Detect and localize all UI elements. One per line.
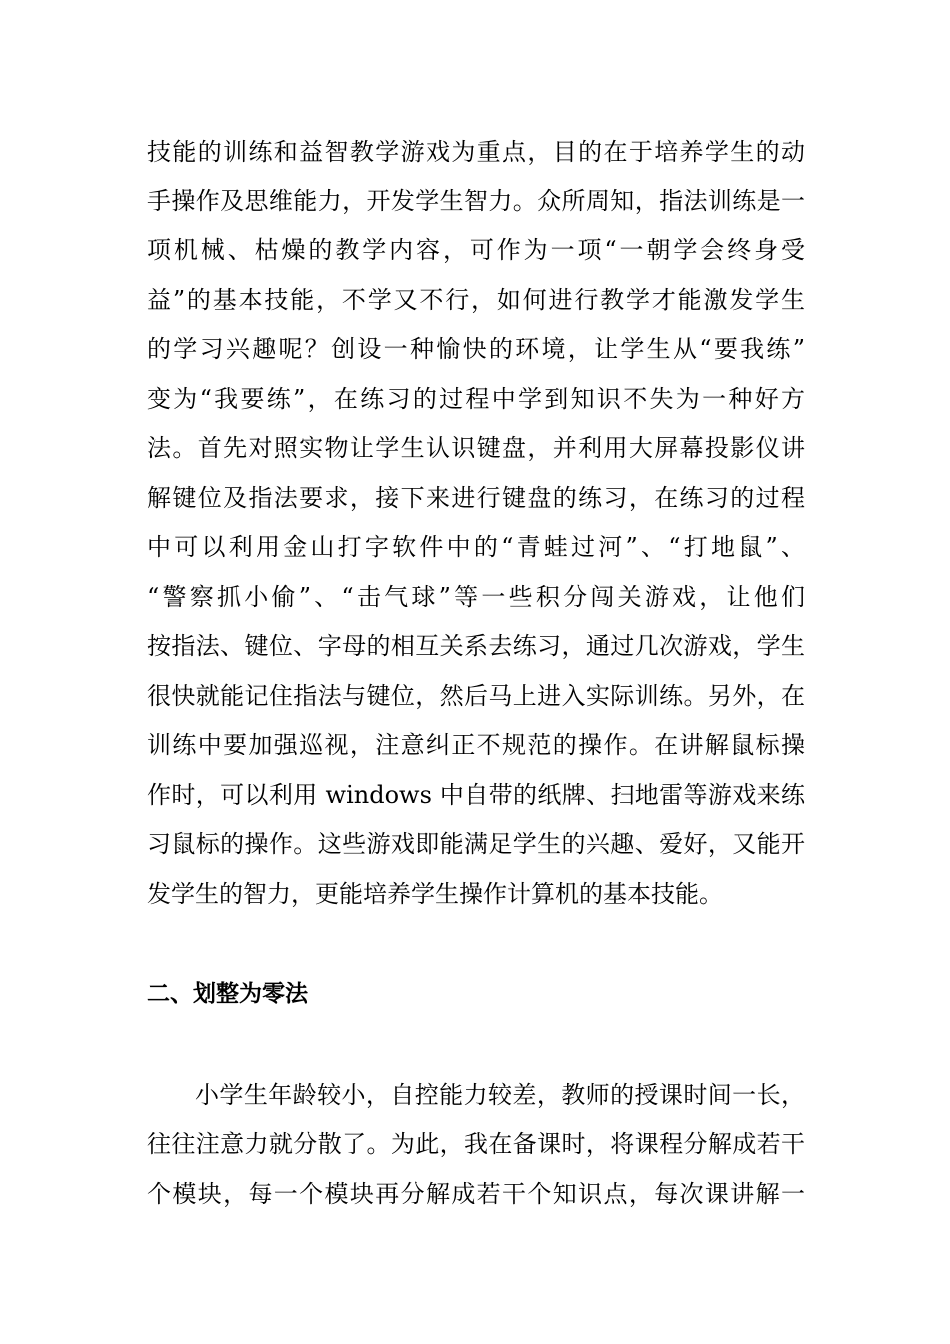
section-heading: 二、划整为零法 bbox=[147, 981, 308, 1007]
paragraph-line: 项机械、枯燥的教学内容，可作为一项“一朝学会终身受 bbox=[147, 236, 805, 264]
paragraph-line: 往往注意力就分散了。为此，我在备课时，将课程分解成若干 bbox=[147, 1130, 805, 1158]
paragraph-line: “警察抓小偷”、“击气球”等一些积分闯关游戏，让他们 bbox=[147, 583, 805, 611]
paragraph-line: 解键位及指法要求，接下来进行键盘的练习，在练习的过程 bbox=[147, 484, 805, 512]
paragraph-line: 技能的训练和益智教学游戏为重点，目的在于培养学生的动 bbox=[147, 138, 805, 166]
paragraph-line: 小学生年龄较小，自控能力较差，教师的授课时间一长， bbox=[195, 1081, 805, 1109]
paragraph-line: 个模块，每一个模块再分解成若干个知识点，每次课讲解一 bbox=[147, 1180, 805, 1208]
paragraph-line: 训练中要加强巡视，注意纠正不规范的操作。在讲解鼠标操 bbox=[147, 731, 805, 759]
paragraph-line: 益”的基本技能，不学又不行，如何进行教学才能激发学生 bbox=[147, 286, 805, 314]
paragraph-line: 发学生的智力，更能培养学生操作计算机的基本技能。 bbox=[147, 880, 723, 908]
paragraph-line: 手操作及思维能力，开发学生智力。众所周知，指法训练是一 bbox=[147, 187, 805, 215]
paragraph-line: 中可以利用金山打字软件中的“青蛙过河”、“打地鼠”、 bbox=[147, 533, 805, 561]
paragraph-line: 法。首先对照实物让学生认识键盘，并利用大屏幕投影仪讲 bbox=[147, 434, 805, 462]
paragraph-line: 的学习兴趣呢？创设一种愉快的环境，让学生从“要我练” bbox=[147, 335, 805, 363]
paragraph-line: 习鼠标的操作。这些游戏即能满足学生的兴趣、爱好，又能开 bbox=[147, 830, 805, 858]
paragraph-line: 按指法、键位、字母的相互关系去练习，通过几次游戏，学生 bbox=[147, 632, 805, 660]
paragraph-line: 变为“我要练”，在练习的过程中学到知识不失为一种好方 bbox=[147, 385, 805, 413]
paragraph-line: 很快就能记住指法与键位，然后马上进入实际训练。另外，在 bbox=[147, 682, 805, 710]
paragraph-line: 作时，可以利用 windows 中自带的纸牌、扫地雷等游戏来练 bbox=[147, 781, 805, 809]
